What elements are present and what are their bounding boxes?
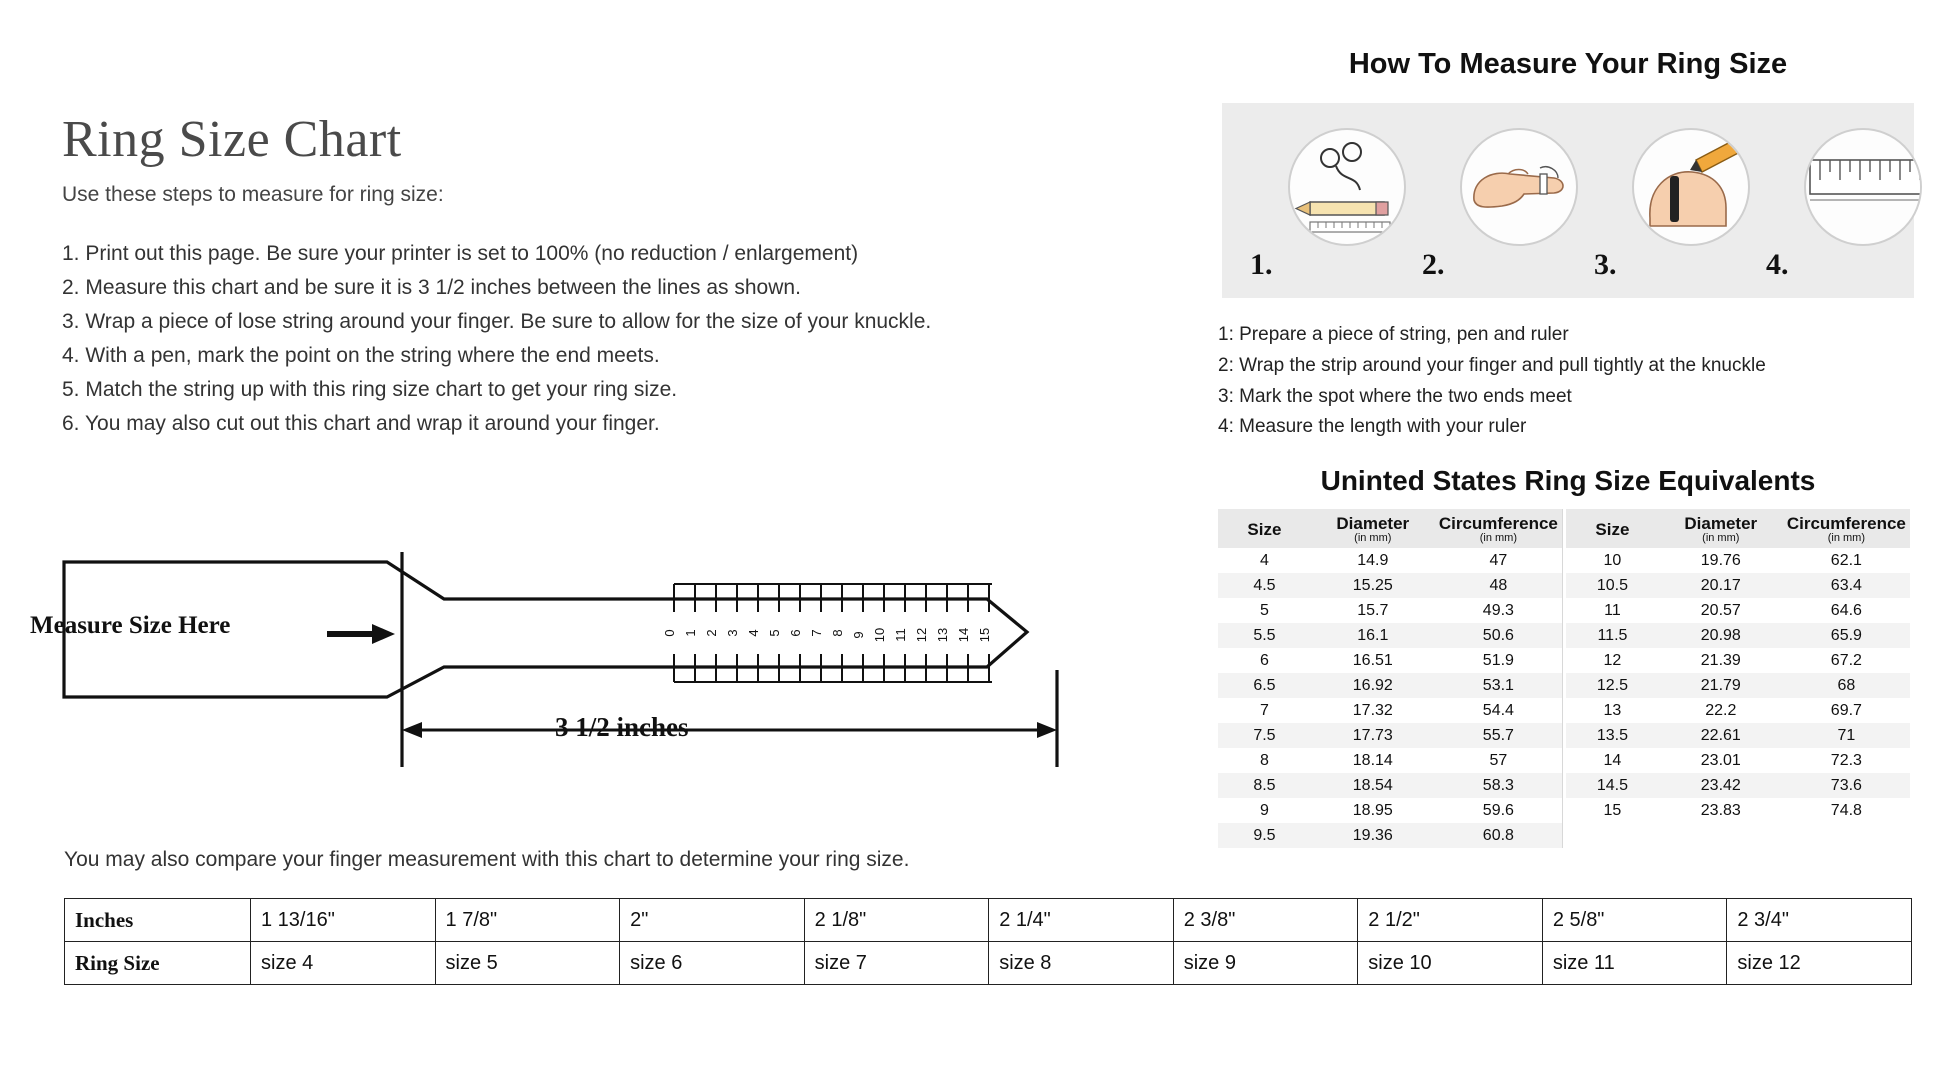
column-header-diameter-unit: (in mm)	[1702, 531, 1740, 544]
table-row	[1218, 623, 1562, 648]
cell-size: 8.5	[1218, 773, 1311, 798]
table-row	[1218, 648, 1562, 673]
table-row-empty	[1566, 823, 1910, 848]
cell-size: 15	[1566, 798, 1659, 823]
cell-diameter: 21.39	[1659, 648, 1783, 673]
inches-cell: 2 5/8"	[1542, 899, 1727, 942]
cell-circumference: 59.6	[1435, 798, 1562, 823]
cell-circumference: 51.9	[1435, 648, 1562, 673]
cell-diameter: 18.95	[1311, 798, 1435, 823]
cell-circumference: 72.3	[1783, 748, 1910, 773]
table-row	[1218, 548, 1562, 573]
cell-size: 6	[1218, 648, 1311, 673]
cell-size: 12.5	[1566, 673, 1659, 698]
cell-diameter: 14.9	[1311, 548, 1435, 573]
equivalents-table-left	[1218, 509, 1562, 848]
table-row	[1566, 598, 1910, 623]
cell-diameter: 19.36	[1311, 823, 1435, 848]
ruler-measure-icon	[1804, 128, 1922, 246]
instructions-section	[62, 110, 1162, 441]
cell-size: 9	[1218, 798, 1311, 823]
cell-circumference: 74.8	[1783, 798, 1910, 823]
row-header-ring-size: Ring Size	[65, 942, 251, 985]
pencil-string-ruler-icon	[1288, 128, 1406, 246]
tick-label: 1	[683, 629, 698, 637]
cell-circumference: 64.6	[1783, 598, 1910, 623]
cell-size: 7	[1218, 698, 1311, 723]
tick-label: 0	[662, 629, 677, 637]
cell-diameter: 23.42	[1659, 773, 1783, 798]
illustration-number: 3.	[1594, 248, 1617, 281]
tick-label: 2	[704, 629, 719, 637]
ring-size-cell: size 5	[435, 942, 620, 985]
cell-diameter: 18.54	[1311, 773, 1435, 798]
cell-size: 11.5	[1566, 623, 1659, 648]
cell-size: 5	[1218, 598, 1311, 623]
cell-diameter: 21.79	[1659, 673, 1783, 698]
tick-label: 14	[956, 627, 971, 643]
cell-size: 8	[1218, 748, 1311, 773]
table-row	[1566, 773, 1910, 798]
ring-size-cell: size 7	[804, 942, 989, 985]
cell-circumference: 53.1	[1435, 673, 1562, 698]
row-header-inches: Inches	[65, 899, 251, 942]
cell-size: 6.5	[1218, 673, 1311, 698]
how-to-step-item: 4: Measure the length with your ruler	[1218, 416, 1527, 438]
table-header-row	[1566, 509, 1910, 548]
inches-cell: 2 1/8"	[804, 899, 989, 942]
column-header-diameter-label: Diameter	[1336, 514, 1410, 534]
page-title: Ring Size Chart	[62, 111, 402, 168]
cell-size: 14	[1566, 748, 1659, 773]
illustration-band	[1222, 103, 1914, 298]
column-header-circumference-label: Circumference	[1438, 514, 1558, 534]
inches-cell: 2 3/8"	[1173, 899, 1358, 942]
cell-circumference: 47	[1435, 548, 1562, 573]
cell-diameter: 18.14	[1311, 748, 1435, 773]
table-row	[1218, 823, 1562, 848]
compare-note: You may also compare your finger measurement with this chart to determine your ring size.	[64, 848, 910, 871]
cell-diameter	[1659, 823, 1783, 848]
cell-size: 13	[1566, 698, 1659, 723]
cell-diameter: 20.57	[1659, 598, 1783, 623]
step-item: 4. With a pen, mark the point on the string where the end meets.	[62, 344, 660, 368]
table-row	[1218, 673, 1562, 698]
cell-size: 14.5	[1566, 773, 1659, 798]
inches-ring-size-table	[64, 898, 1912, 985]
cell-diameter: 22.61	[1659, 723, 1783, 748]
illustration-number: 1.	[1250, 248, 1273, 281]
table-row	[1218, 598, 1562, 623]
cell-circumference: 73.6	[1783, 773, 1910, 798]
cell-diameter: 22.2	[1659, 698, 1783, 723]
step-item: 5. Match the string up with this ring size chart to get your ring size.	[62, 378, 678, 402]
column-header-circumference	[1435, 509, 1562, 548]
inches-cell: 2"	[620, 899, 805, 942]
measure-size-here-label: Measure Size Here	[30, 612, 231, 639]
step-item: 3. Wrap a piece of lose string around your finger. Be sure to allow for the size of your knuckle.	[62, 310, 932, 334]
how-to-title: How To Measure Your Ring Size	[1348, 48, 1788, 80]
table-row	[1218, 748, 1562, 773]
table-row	[1566, 623, 1910, 648]
how-to-step-item: 2: Wrap the strip around your finger and pull tightly at the knuckle	[1218, 354, 1766, 376]
column-header-circumference-label: Circumference	[1786, 514, 1906, 534]
cell-size: 4.5	[1218, 573, 1311, 598]
tick-label: 9	[851, 631, 866, 639]
table-row	[1218, 698, 1562, 723]
table-row	[1218, 723, 1562, 748]
cell-circumference	[1783, 823, 1910, 848]
cell-circumference: 69.7	[1783, 698, 1910, 723]
ring-size-cell: size 4	[251, 942, 436, 985]
cell-circumference: 67.2	[1783, 648, 1910, 673]
ring-size-cell: size 8	[989, 942, 1174, 985]
ring-sizer-svg	[62, 552, 1132, 817]
cell-diameter: 20.98	[1659, 623, 1783, 648]
steps-list	[62, 237, 1162, 441]
table-row-ring-size	[65, 942, 1912, 985]
cell-circumference: 50.6	[1435, 623, 1562, 648]
inches-cell: 1 13/16"	[251, 899, 436, 942]
tick-label: 7	[809, 629, 824, 637]
cell-circumference: 58.3	[1435, 773, 1562, 798]
column-header-circumference-unit: (in mm)	[1827, 531, 1865, 544]
inches-cell: 2 3/4"	[1727, 899, 1912, 942]
cell-circumference: 71	[1783, 723, 1910, 748]
table-row	[1566, 723, 1910, 748]
illustration-number: 4.	[1766, 248, 1789, 281]
table-row	[1218, 773, 1562, 798]
how-to-measure-section	[1218, 48, 1918, 848]
cell-circumference: 49.3	[1435, 598, 1562, 623]
cell-diameter: 16.1	[1311, 623, 1435, 648]
ring-size-cell: size 10	[1358, 942, 1543, 985]
inches-cell: 2 1/2"	[1358, 899, 1543, 942]
column-header-diameter-label: Diameter	[1684, 514, 1758, 534]
tick-label: 5	[767, 629, 782, 637]
cell-size	[1566, 823, 1659, 848]
cell-size: 12	[1566, 648, 1659, 673]
cell-diameter: 16.92	[1311, 673, 1435, 698]
table-row	[1566, 673, 1910, 698]
cell-diameter: 20.17	[1659, 573, 1783, 598]
column-header-circumference-unit: (in mm)	[1479, 531, 1517, 544]
tick-label: 6	[788, 629, 803, 637]
cell-circumference: 60.8	[1435, 823, 1562, 848]
column-header-circumference	[1783, 509, 1910, 548]
ring-size-cell: size 12	[1727, 942, 1912, 985]
table-row	[1566, 798, 1910, 823]
cell-size: 10.5	[1566, 573, 1659, 598]
column-header-size: Size	[1566, 509, 1659, 548]
cell-circumference: 65.9	[1783, 623, 1910, 648]
column-header-diameter	[1311, 509, 1435, 548]
inches-cell: 2 1/4"	[989, 899, 1174, 942]
table-row	[1566, 698, 1910, 723]
step-item: 6. You may also cut out this chart and wrap it around your finger.	[62, 412, 660, 436]
equivalents-tables	[1218, 509, 1910, 848]
cell-circumference: 62.1	[1783, 548, 1910, 573]
tick-label: 15	[977, 627, 992, 643]
length-dimension-label: 3 1/2 inches	[555, 712, 689, 742]
tick-label: 8	[830, 629, 845, 637]
mark-spot-pen-icon	[1632, 128, 1750, 246]
cell-circumference: 68	[1783, 673, 1910, 698]
illustration-number: 2.	[1422, 248, 1445, 281]
cell-diameter: 16.51	[1311, 648, 1435, 673]
step-item: 2. Measure this chart and be sure it is 3 1/2 inches between the lines as shown.	[62, 276, 801, 300]
inches-cell: 1 7/8"	[435, 899, 620, 942]
ring-size-cell: size 6	[620, 942, 805, 985]
cell-size: 13.5	[1566, 723, 1659, 748]
tick-label: 11	[893, 628, 908, 642]
cell-size: 11	[1566, 598, 1659, 623]
cell-diameter: 17.73	[1311, 723, 1435, 748]
step-item: 1. Print out this page. Be sure your printer is set to 100% (no reduction / enlargement)	[62, 242, 859, 265]
table-row	[1566, 548, 1910, 573]
cell-size: 4	[1218, 548, 1311, 573]
tick-label: 10	[872, 627, 887, 643]
equivalents-table-right	[1566, 509, 1910, 848]
cell-diameter: 19.76	[1659, 548, 1783, 573]
cell-circumference: 55.7	[1435, 723, 1562, 748]
cell-diameter: 15.25	[1311, 573, 1435, 598]
cell-size: 9.5	[1218, 823, 1311, 848]
column-header-diameter-unit: (in mm)	[1354, 531, 1392, 544]
table-header-row	[1218, 509, 1562, 548]
wrap-finger-icon	[1460, 128, 1578, 246]
cell-circumference: 57	[1435, 748, 1562, 773]
how-to-steps-list	[1218, 320, 1918, 443]
table-row	[1218, 573, 1562, 598]
cell-size: 10	[1566, 548, 1659, 573]
table-row-inches	[65, 899, 1912, 942]
table-row	[1566, 648, 1910, 673]
tick-label: 13	[935, 627, 950, 643]
cell-circumference: 63.4	[1783, 573, 1910, 598]
cell-size: 5.5	[1218, 623, 1311, 648]
cell-diameter: 15.7	[1311, 598, 1435, 623]
cell-diameter: 23.83	[1659, 798, 1783, 823]
cell-size: 7.5	[1218, 723, 1311, 748]
ring-size-cell: size 9	[1173, 942, 1358, 985]
ring-sizer-diagram	[62, 552, 1132, 817]
equivalents-title: Uninted States Ring Size Equivalents	[1320, 465, 1816, 497]
table-row	[1566, 748, 1910, 773]
how-to-step-item: 3: Mark the spot where the two ends meet	[1218, 385, 1572, 407]
ring-size-cell: size 11	[1542, 942, 1727, 985]
column-header-size: Size	[1218, 509, 1311, 548]
subtitle: Use these steps to measure for ring size:	[62, 183, 444, 206]
cell-circumference: 48	[1435, 573, 1562, 598]
cell-diameter: 17.32	[1311, 698, 1435, 723]
cell-diameter: 23.01	[1659, 748, 1783, 773]
tick-label: 12	[914, 627, 929, 643]
tick-label: 4	[746, 629, 761, 637]
table-row	[1218, 798, 1562, 823]
cell-circumference: 54.4	[1435, 698, 1562, 723]
how-to-step-item: 1: Prepare a piece of string, pen and ruler	[1218, 324, 1569, 345]
tick-label: 3	[725, 629, 740, 637]
column-header-diameter	[1659, 509, 1783, 548]
table-row	[1566, 573, 1910, 598]
